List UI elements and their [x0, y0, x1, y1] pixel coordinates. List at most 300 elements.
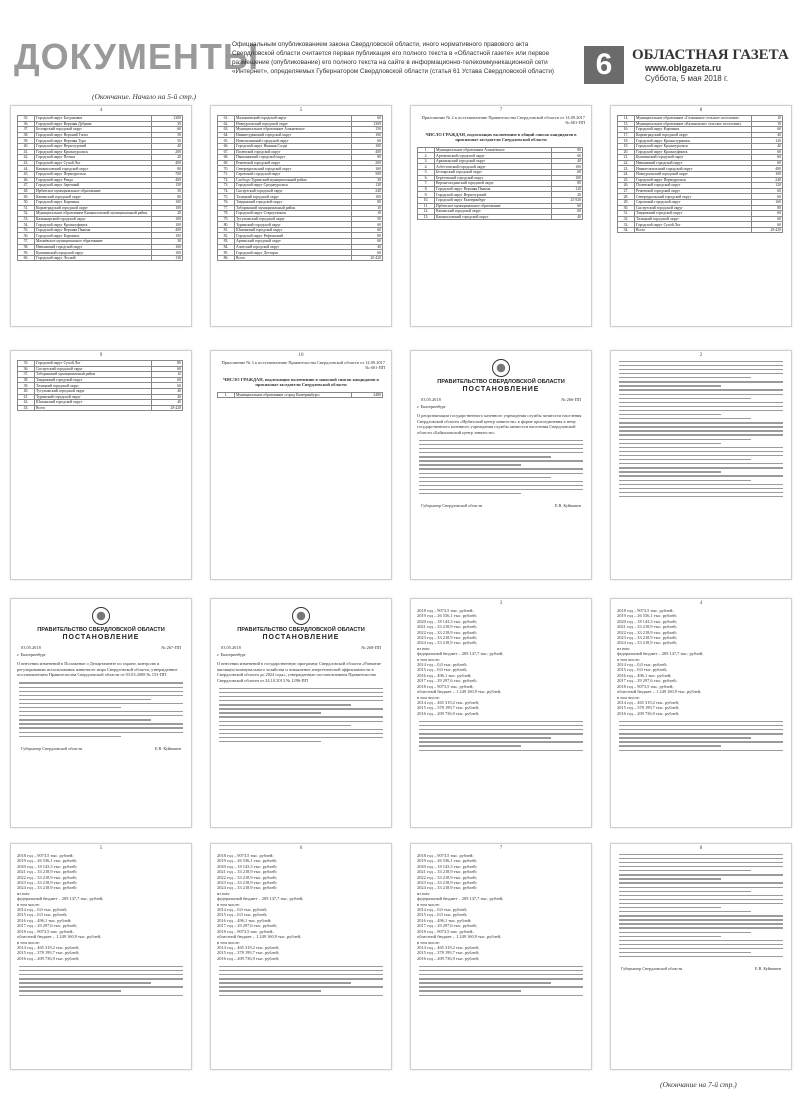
table-cell: 80: [552, 181, 583, 187]
table-cell: 70.: [218, 166, 235, 172]
newspaper-name: ОБЛАСТНАЯ ГАЗЕТА: [632, 47, 789, 63]
table-cell: 30.: [618, 205, 635, 211]
table-cell: 81.: [218, 227, 235, 233]
table-cell: 6.: [418, 175, 435, 181]
table-cell: 37.: [18, 127, 35, 133]
table-cell: 100: [352, 194, 383, 200]
amount-line: 2015 год – 0,0 тыс. рублей;: [217, 912, 267, 918]
text-line: [619, 721, 783, 722]
document-page[interactable]: [210, 598, 392, 828]
table-cell: 80.: [218, 222, 235, 228]
body-text: [611, 361, 791, 497]
table-cell: 39.: [18, 138, 35, 144]
table-cell: Новолялинский городской округ: [235, 138, 352, 144]
table-cell: Асбестовский городской округ: [435, 164, 552, 170]
text-line: [419, 745, 521, 746]
table-cell: 29.: [618, 199, 635, 205]
text-line: [219, 982, 351, 983]
amount-line: из них:: [617, 645, 631, 651]
amount-line: 2023 год – 33 218,9 тыс. рублей;: [617, 635, 677, 641]
table-cell: 25.: [618, 177, 635, 183]
document-page[interactable]: [410, 105, 592, 327]
text-line: [219, 974, 383, 975]
amount-line: из них:: [417, 890, 431, 896]
amount-line: 2015 год – 378 199,7 тыс. рублей;: [417, 950, 480, 956]
table-cell: 17.: [618, 132, 635, 138]
text-line: [619, 923, 783, 924]
text-line: [619, 919, 783, 920]
amount-line: 2018 год – 9073,5 тыс. рублей;: [617, 608, 674, 613]
table-cell: 60: [352, 227, 383, 233]
amount-line: в том числе:: [217, 939, 240, 945]
table-cell: 27.: [618, 188, 635, 194]
amount-line: 2022 год – 33 218,9 тыс. рублей;: [217, 874, 277, 880]
body-text: [411, 966, 591, 996]
table-cell: 40: [552, 214, 583, 220]
document-page[interactable]: [410, 843, 592, 1070]
table-cell: Городской округ Карпинск: [35, 199, 152, 205]
table-cell: Серовский городской округ: [235, 171, 352, 177]
table-cell: Тугулымский городской округ: [35, 388, 152, 394]
amount-line: в том числе:: [217, 901, 240, 907]
table-cell: 100: [752, 171, 783, 177]
table-cell: 80: [352, 155, 383, 161]
text-line: [619, 891, 751, 892]
table-cell: 34.: [618, 227, 635, 233]
document-page[interactable]: [10, 350, 192, 580]
amount-line: 2017 год – 29 297,6 тыс. рублей;: [617, 678, 677, 684]
page-number: 5: [299, 108, 303, 113]
table-cell: 60: [152, 383, 183, 389]
amount-line: 2019 год – 26 536,1 тыс. рублей;: [417, 613, 477, 619]
amount-line: 2016 год – 496,1 тыс. рублей;: [417, 917, 472, 923]
document-page[interactable]: [10, 843, 192, 1070]
table-cell: 120: [552, 186, 583, 192]
table-cell: 74.: [218, 188, 235, 194]
text-line: [619, 952, 751, 953]
table-cell: 80: [152, 361, 183, 367]
annex-block: [411, 113, 591, 145]
text-line: [619, 944, 783, 945]
text-line: [219, 696, 383, 697]
amount-line: 2015 год – 0,0 тыс. рублей;: [417, 912, 467, 918]
table-cell: 40: [152, 388, 183, 394]
table-cell: 20.: [618, 149, 635, 155]
text-line: [419, 493, 521, 494]
text-line: [419, 444, 583, 445]
text-line: [419, 986, 583, 987]
table-cell: 30: [352, 177, 383, 183]
page-number: 2: [699, 353, 703, 358]
table-cell: Режевской городской округ: [635, 188, 752, 194]
table-cell: 80: [352, 233, 383, 239]
amount-line: 2018 год – 9073,5 тыс. рублей;: [217, 853, 274, 858]
page-number: 8: [699, 108, 703, 113]
table-cell: Пышминский городской округ: [235, 155, 352, 161]
table-cell: 38.: [18, 377, 35, 383]
text-line: [419, 460, 583, 461]
text-line: [419, 737, 551, 738]
text-line: [419, 733, 583, 734]
amount-line: 2014 год – 0,0 тыс. рублей;: [217, 907, 267, 913]
table-cell: 60: [152, 127, 183, 133]
government-heading: ПРАВИТЕЛЬСТВО СВЕРДЛОВСКОЙ ОБЛАСТИ: [237, 627, 365, 633]
text-line: [419, 966, 583, 967]
page-number: 10: [298, 353, 304, 358]
amount-line: 2014 год – 465 319,2 тыс. рублей;: [417, 944, 480, 950]
amounts-list: [211, 851, 391, 963]
table-cell: Городской округ Карпинск: [35, 233, 152, 239]
page-number: 9: [99, 353, 103, 358]
table-cell: Малышевский городской округ: [235, 116, 352, 122]
amount-line: 2016 год – 209 736,9 тыс. рублей;: [417, 955, 480, 961]
document-page[interactable]: [210, 843, 392, 1070]
text-line: [19, 715, 183, 716]
table-cell: 40: [152, 143, 183, 149]
amount-line: 2020 год – 18 143,3 тыс. рублей;: [17, 863, 77, 869]
amount-line: областной бюджет – 1 249 160,9 тыс. рублей,: [17, 934, 102, 940]
table-cell: 53.: [18, 216, 35, 222]
text-line: [619, 467, 783, 468]
table-cell: 40: [152, 400, 183, 406]
table-cell: 67.: [218, 149, 235, 155]
text-line: [619, 745, 721, 746]
document-page[interactable]: [610, 598, 792, 828]
body-text: [611, 721, 791, 751]
text-line: [419, 481, 583, 482]
text-line: [619, 463, 783, 464]
document-page[interactable]: [210, 350, 392, 580]
table-cell: Городской округ Верхняя Пышма: [35, 227, 152, 233]
table-cell: 46.: [18, 177, 35, 183]
text-line: [19, 982, 151, 983]
table-cell: 69.: [218, 160, 235, 166]
text-line: [619, 948, 783, 949]
table-cell: Махнёвское муниципальное образование: [35, 239, 152, 245]
text-line: [419, 440, 583, 441]
table-cell: Каменский городской округ: [35, 194, 152, 200]
text-line: [619, 737, 751, 738]
table-row: [418, 214, 583, 220]
table-cell: Городской округ Красноуфимск: [35, 222, 152, 228]
amount-line: 2021 год – 33 218,9 тыс. рублей;: [217, 869, 277, 875]
table-cell: 83.: [218, 239, 235, 245]
text-line: [419, 741, 583, 742]
table-cell: 43.: [18, 160, 35, 166]
amount-line: в том числе:: [617, 694, 640, 700]
text-line: [219, 970, 383, 971]
table-cell: Серовский городской округ: [635, 199, 752, 205]
table-cell: Березовский городской округ: [435, 175, 552, 181]
section-title: ДОКУМЕНТЫ: [14, 36, 260, 77]
text-line: [619, 907, 721, 908]
decree-title: О реорганизации государственного казенного учреждения службы занятости населения Свердловской области «Ирбитский центр занятости» в форме присоединения к нему государственного казенного учреждения службы занятости населения Свердловской области «Байкаловский центр занятости»: [417, 413, 582, 435]
table-cell: 100: [352, 132, 383, 138]
table-cell: 60: [552, 203, 583, 209]
text-line: [619, 874, 783, 875]
table-cell: 58.: [18, 244, 35, 250]
text-line: [619, 496, 783, 497]
text-line: [619, 414, 721, 415]
table-cell: 12.: [418, 209, 435, 215]
table-cell: 78.: [218, 211, 235, 217]
table-cell: 60: [752, 149, 783, 155]
table-cell: 33.: [618, 222, 635, 228]
table-cell: Кушвинский городской округ: [35, 250, 152, 256]
text-line: [19, 732, 183, 733]
table-cell: 79.: [218, 216, 235, 222]
table-cell: 28 420: [152, 405, 183, 411]
amount-line: 2016 год – 209 736,9 тыс. рублей;: [617, 710, 680, 716]
table-cell: 80: [552, 147, 583, 153]
amount-line: 2024 год – 33 218,9 тыс. рублей;: [17, 885, 77, 891]
amount-line: 2016 год – 496,1 тыс. рублей;: [417, 672, 472, 678]
amount-line: 2018 год – 9073,5 тыс. рублей;: [417, 608, 474, 613]
document-page[interactable]: [10, 598, 192, 828]
table-cell: Городской округ Ревда: [35, 177, 152, 183]
amounts-list: [411, 851, 591, 963]
table-cell: 65.: [218, 138, 235, 144]
data-table: [17, 115, 183, 261]
document-page[interactable]: [610, 105, 792, 327]
table-cell: 120: [752, 138, 783, 144]
text-line: [19, 978, 183, 979]
table-cell: 43.: [18, 405, 35, 411]
text-line: [619, 895, 783, 896]
document-page[interactable]: [210, 105, 392, 327]
table-cell: Кушвинский городской округ: [635, 155, 752, 161]
document-page[interactable]: [610, 350, 792, 580]
table-cell: 50: [152, 132, 183, 138]
text-line: [419, 464, 521, 465]
amount-line: 2015 год – 0,0 тыс. рублей;: [417, 667, 467, 673]
amount-line: 2016 год – 209 736,9 тыс. рублей;: [217, 955, 280, 961]
amount-line: 2015 год – 378 199,7 тыс. рублей;: [617, 705, 680, 711]
amount-line: 2017 год – 29 297,6 тыс. рублей;: [417, 923, 477, 929]
amount-line: в том числе:: [417, 694, 440, 700]
table-cell: 62.: [218, 121, 235, 127]
text-line: [219, 692, 383, 693]
table-cell: 60: [552, 170, 583, 176]
page-number: 8: [699, 846, 703, 851]
table-cell: 100: [152, 250, 183, 256]
text-line: [19, 691, 183, 692]
decree-title: О внесении изменений в Положение о Департаменте по охране, контролю и регулированию использования животного мира Свердловской области, утвержденное постановлением Правительства Свердловской области от 03.03.2008 № 153-ПП: [17, 661, 178, 678]
text-line: [619, 447, 783, 448]
table-cell: Слободо-Туринский муниципальный район: [235, 177, 352, 183]
table-cell: Муниципальное образование Камышловский муниципальный район: [35, 211, 152, 217]
table-cell: 700: [152, 171, 183, 177]
table-cell: 40: [552, 158, 583, 164]
amount-line: из них:: [217, 890, 231, 896]
amount-line: 2023 год – 33 218,9 тыс. рублей;: [17, 880, 77, 886]
table-cell: Тавдинский городской округ: [235, 199, 352, 205]
table-cell: 57.: [18, 239, 35, 245]
table-cell: 240: [352, 188, 383, 194]
table-cell: 60: [152, 377, 183, 383]
text-line: [619, 915, 783, 916]
text-line: [419, 729, 583, 730]
document-page[interactable]: [410, 350, 592, 580]
text-line: [19, 995, 183, 996]
signer-name: Е.В. Куйвашев: [754, 966, 781, 972]
table-cell: 80: [752, 205, 783, 211]
table-cell: Сысертский городской округ: [35, 366, 152, 372]
decree-title: О внесении изменений в государственную программу Свердловской области «Развитие жилищно-коммунального хозяйства и повышение энергетической эффективности в Свердловской области до 2024 года», утвержденную постановлением Правительства Свердловской области от 24.10.2013 № 1296-ПП: [217, 661, 382, 683]
amount-line: 2016 год – 496,1 тыс. рублей;: [17, 917, 72, 923]
amount-line: 2023 год – 33 218,9 тыс. рублей;: [417, 635, 477, 641]
body-text: [11, 966, 191, 996]
text-line: [619, 389, 783, 390]
table-row: [218, 392, 383, 398]
table-cell: 40: [352, 244, 383, 250]
table-cell: Городской округ Богданович: [35, 116, 152, 122]
text-line: [19, 736, 121, 737]
table-cell: Ирбитское муниципальное образование: [35, 188, 152, 194]
table-cell: Городской округ Красноуфимск: [635, 149, 752, 155]
signer-name: Е.В. Куйвашев: [554, 503, 581, 509]
table-cell: Кировградский городской округ: [635, 132, 752, 138]
amount-line: 2018 год – 9073,5 тыс. рублей;: [217, 928, 274, 934]
table-cell: 68.: [218, 155, 235, 161]
annex-title: ЧИСЛО ГРАЖДАН, подлежащих включению в запасной список кандидатов в присяжные заседатели Свердловской области: [223, 376, 379, 388]
table-cell: 80: [152, 166, 183, 172]
website-link[interactable]: www.oblgazeta.ru: [645, 63, 722, 73]
text-line: [619, 927, 783, 928]
text-line: [619, 373, 783, 374]
table-cell: Городской округ Среднеуральск: [235, 183, 352, 189]
table-cell: 39.: [18, 383, 35, 389]
text-line: [419, 448, 583, 449]
table-cell: 2.: [418, 153, 435, 159]
text-line: [219, 688, 383, 689]
decree-number: № 266-ПП: [561, 397, 581, 402]
text-line: [619, 940, 783, 941]
text-line: [19, 699, 151, 700]
table-cell: 400: [752, 166, 783, 172]
table-cell: 64.: [218, 132, 235, 138]
table-cell: 200: [352, 160, 383, 166]
table-cell: 40: [152, 394, 183, 400]
table-cell: 400: [152, 227, 183, 233]
table-cell: 55.: [18, 227, 35, 233]
document-page[interactable]: [410, 598, 592, 828]
amount-line: 2018 год – 9073,5 тыс. рублей;: [17, 853, 74, 858]
text-line: [619, 475, 783, 476]
table-cell: Камышловский городской округ: [435, 214, 552, 220]
table-row: [618, 227, 783, 233]
amount-line: федеральный бюджет – 209 147,7 тыс. рублей,: [417, 896, 504, 902]
amount-line: в том числе:: [17, 901, 40, 907]
table-cell: 75.: [218, 194, 235, 200]
text-line: [419, 452, 583, 453]
text-line: [619, 911, 751, 912]
text-line: [419, 721, 583, 722]
signature-block: [411, 497, 591, 514]
amount-line: 2021 год – 33 218,9 тыс. рублей;: [417, 624, 477, 630]
table-cell: 11.: [418, 203, 435, 209]
amount-line: 2014 год – 465 319,2 тыс. рублей;: [417, 699, 480, 705]
amount-line: 2022 год – 33 218,9 тыс. рублей;: [417, 874, 477, 880]
amount-line: 2018 год – 9073,5 тыс. рублей;: [417, 683, 474, 689]
text-line: [619, 858, 783, 859]
table-row: [18, 405, 183, 411]
annex-block: [211, 358, 391, 390]
table-cell: Сысертский городской округ: [635, 205, 752, 211]
text-line: [219, 966, 383, 967]
table-cell: 48.: [18, 188, 35, 194]
decree-heading: ПОСТАНОВЛЕНИЕ: [462, 386, 540, 393]
table-cell: 31.: [618, 211, 635, 217]
table-cell: 400: [152, 160, 183, 166]
amount-line: 2019 год – 26 536,1 тыс. рублей;: [17, 858, 77, 864]
table-cell: 60: [752, 160, 783, 166]
text-line: [619, 750, 783, 751]
text-line: [219, 990, 321, 991]
table-cell: 500: [352, 171, 383, 177]
text-line: [619, 451, 783, 452]
table-row: [18, 255, 183, 261]
text-line: [219, 716, 383, 717]
text-line: [219, 995, 383, 996]
table-cell: 60: [752, 216, 783, 222]
table-cell: 60: [552, 209, 583, 215]
table-cell: 86.: [218, 255, 235, 261]
table-cell: 100: [152, 222, 183, 228]
table-cell: 160: [352, 166, 383, 172]
amounts-list: [411, 606, 591, 718]
page-number: 7: [499, 846, 503, 851]
decree-number: № 268-ПП: [361, 645, 381, 650]
amount-line: федеральный бюджет – 209 147,7 тыс. рублей,: [417, 651, 504, 657]
table-cell: 60: [752, 155, 783, 161]
table-cell: Белоярский городской округ: [35, 127, 152, 133]
amount-line: областной бюджет – 1 249 160,9 тыс. рублей,: [217, 934, 302, 940]
text-line: [19, 703, 183, 704]
amount-line: 2022 год – 33 218,9 тыс. рублей;: [617, 629, 677, 635]
table-cell: 10: [352, 205, 383, 211]
table-cell: 100: [552, 164, 583, 170]
amount-line: 2018 год – 9073,5 тыс. рублей;: [417, 853, 474, 858]
table-cell: Городской округ Верхняя Дубрава: [35, 121, 152, 127]
amount-line: в том числе:: [417, 939, 440, 945]
table-cell: 30: [152, 239, 183, 245]
text-line: [19, 695, 183, 696]
body-text: [411, 721, 591, 751]
table-cell: 24.: [618, 171, 635, 177]
table-cell: Новоуральский городской округ: [235, 121, 352, 127]
table-cell: 54.: [18, 222, 35, 228]
text-line: [619, 932, 751, 933]
table-cell: Артинский городской округ: [235, 239, 352, 245]
text-line: [619, 426, 783, 427]
amount-line: федеральный бюджет – 209 147,7 тыс. рублей,: [617, 651, 704, 657]
table-cell: 40: [752, 143, 783, 149]
document-page[interactable]: [610, 843, 792, 1070]
table-cell: 20: [152, 211, 183, 217]
table-cell: 400: [152, 177, 183, 183]
amount-line: 2017 год – 29 297,6 тыс. рублей;: [217, 923, 277, 929]
amount-line: из них:: [17, 890, 31, 896]
text-line: [419, 978, 583, 979]
table-cell: Шалинский городской округ: [235, 227, 352, 233]
document-page[interactable]: [10, 105, 192, 327]
coat-of-arms-icon: [292, 607, 310, 625]
table-cell: 3.: [418, 158, 435, 164]
table-cell: 60: [752, 222, 783, 228]
government-heading: ПРАВИТЕЛЬСТВО СВЕРДЛОВСКОЙ ОБЛАСТИ: [437, 379, 565, 385]
text-line: [219, 741, 321, 742]
